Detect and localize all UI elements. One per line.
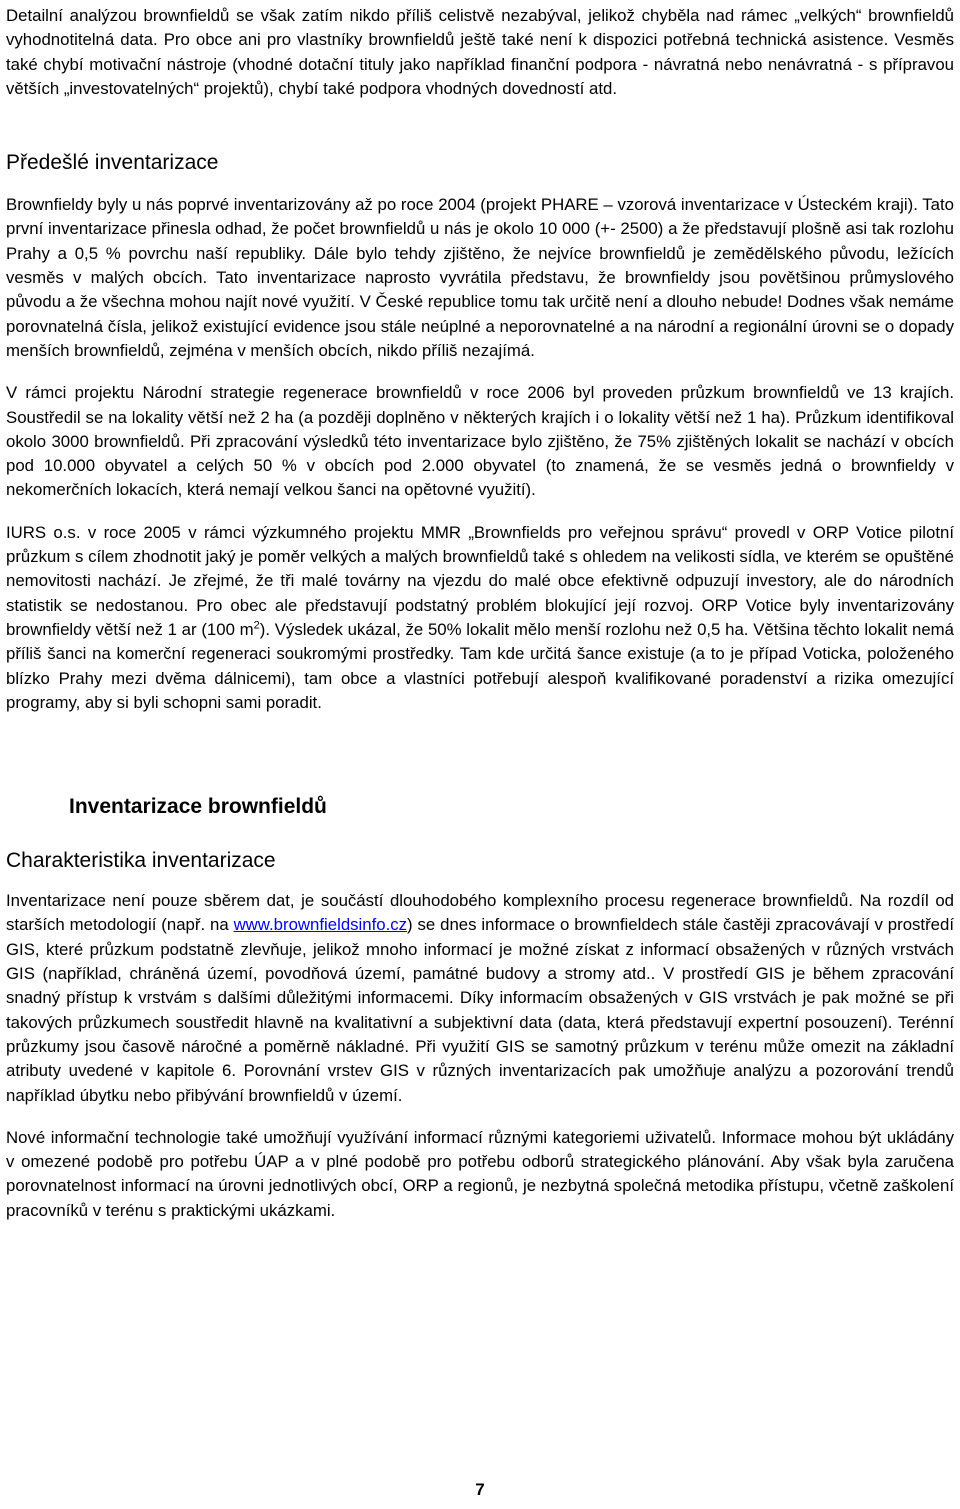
characteristics-paragraph-1 bbox=[6, 889, 954, 1108]
section-heading-characteristics: Charakteristika inventarizace bbox=[6, 849, 276, 873]
previous-paragraph-3-text-b: ). Výsledek ukázal, že 50% lokalit mělo menší rozlohu než 0,5 ha. Většina těchto lokalit nemá příliš šanci na komerční regeneraci soukromými prostředky. Tam kde určitá šance existuje (a to je případ Voticka, položeného blízko Prahy mezi dvěma dálnicemi), tam obce a vlastníci potřebují alespoň kvalifikované poradenství a rizika omezující programy, aby si byli schopni sami poradit. bbox=[6, 619, 954, 712]
superscript-exponent: 2 bbox=[253, 619, 260, 632]
characteristics-paragraph-1-text-b: ) se dnes informace o brownfieldech stále častěji zpracovávají v prostředí GIS, které průzkum podstatně zlevňuje, jelikož mnoho informací je možné získat z informací obsažených v různých vrstvách GIS (například, chráněná území, povodňová území, památné budovy a stromy atd.. V prostředí GIS je během zpracování snadný přístup k vrstvám s dalšími důležitými informacemi. Díky informacím obsažených v GIS vrstvách je pak možné se při takových průzkumech soustředit hlavně na kvalitativní a subjektivní data (data, která představují expertní posouzení). Terénní průzkumy jsou časově náročné a poměrně nákladné. Při využití GIS se samotný průzkum v terénu může omezit na základní atributy uvedené v kapitole 6. Porovnání vrstev GIS v různých inventarizacích pak umožňuje analýzu a pozorování trendů například úbytku nebo přibývání brownfieldů v území. bbox=[6, 915, 954, 1105]
page-number: 7 bbox=[475, 1480, 485, 1499]
characteristics-paragraph-1-text-a: Inventarizace není pouze sběrem dat, je součástí dlouhodobého komplexního procesu regenerace brownfieldů. Na rozdíl od starších metodologií (např. na bbox=[6, 891, 954, 935]
previous-paragraph-2: V rámci projektu Národní strategie regenerace brownfieldů v roce 2006 byl proveden průzkum brownfieldů ve 13 krajích. Soustředil se na lokality větší než 2 ha (a později doplněno v některých krajích i o lokality větší než 1 ha). Průzkum identifikoval okolo 3000 brownfieldů. Při zpracování výsledků této inventarizace bylo zjištěno, že 75% zjištěných lokalit se nachází v obcích pod 10.000 obyvatel a celých 50 % v obcích pod 2.000 obyvatel (to znamená, že se vesměs jedná o brownfieldy v nekomerčních lokacích, která nemají velkou šanci na opětovné využití). bbox=[6, 383, 954, 500]
previous-paragraph-1: Brownfieldy byly u nás poprvé inventarizovány až po roce 2004 (projekt PHARE – vzorová inventarizace v Ústeckém kraji). Tato první inventarizace přinesla odhad, že počet brownfieldů u nás je okolo 10 000 (+- 2500) a že představují plošně asi tak rozlohu Prahy a 0,5 % povrchu naší republiky. Dále bylo tehdy zjištěno, že nejvíce brownfieldů je zemědělského původu, ležících vesměs v malých obcích. Tato inventarizace naprosto vyvrátila představu, že brownfieldy jsou povětšinou průmyslového původu a že všechna mohou najít nové využití. V České republice tomu tak určitě není a dlouho nebude! Dodnes však nemáme porovnatelná čísla, jelikož existující evidence jsou stále neúplné a neporovnatelné a na národní a regionální úrovni se o dopady menších brownfieldů, zejména v menších obcích, nikdo příliš nezajímá. bbox=[6, 195, 954, 360]
intro-paragraph: Detailní analýzou brownfieldů se však zatím nikdo příliš celistvě nezabýval, jelikož chyběla nad rámec „velkých“ brownfieldů vyhodnotitelná data. Pro obce ani pro vlastníky brownfieldů ještě také není k dispozici potřebná technická asistence. Vesměs také chybí motivační nástroje (vhodné dotační tituly jako například finanční podpora - návratná nebo nenávratná - s přípravou větších „investovatelných“ projektů), chybí také podpora vhodných dovedností atd. bbox=[6, 6, 954, 98]
brownfieldsinfo-link[interactable]: www.brownfieldsinfo.cz bbox=[233, 915, 408, 935]
previous-paragraph-3 bbox=[6, 521, 954, 715]
section-heading-previous-inventories: Předešlé inventarizace bbox=[6, 151, 219, 175]
previous-paragraph-3-text-a: IURS o.s. v roce 2005 v rámci výzkumného projektu MMR „Brownfields pro veřejnou správu“ provedl v ORP Votice pilotní průzkum s cílem zhodnotit jaký je poměr velkých a malých brownfieldů také s ohledem na velikosti sídla, ve kterém se opuštěné nemovitosti nachází. Je zřejmé, že tři malé továrny na vjezdu do malé obce efektivně odpuzují investory, ale do národních statistik se nedostanou. Pro obec ale představují podstatný problém blokující její rozvoj. ORP Votice byly inventarizovány brownfieldy větší než 1 ar (100 m bbox=[6, 522, 954, 639]
characteristics-paragraph-2: Nové informační technologie také umožňují využívání informací různými kategoriemi uživatelů. Informace mohou být ukládány v omezené podobě pro potřebu ÚAP a v plné podobě pro potřebu odborů strategického plánování. Aby však byla zaručena porovnatelnost informací na úrovni jednotlivých obcí, ORP a regionů, je nezbytná společná metodika přístupu, včetně zaškolení pracovníků v terénu s praktickými ukázkami. bbox=[6, 1127, 954, 1220]
chapter-heading: Inventarizace brownfieldů bbox=[69, 795, 327, 819]
